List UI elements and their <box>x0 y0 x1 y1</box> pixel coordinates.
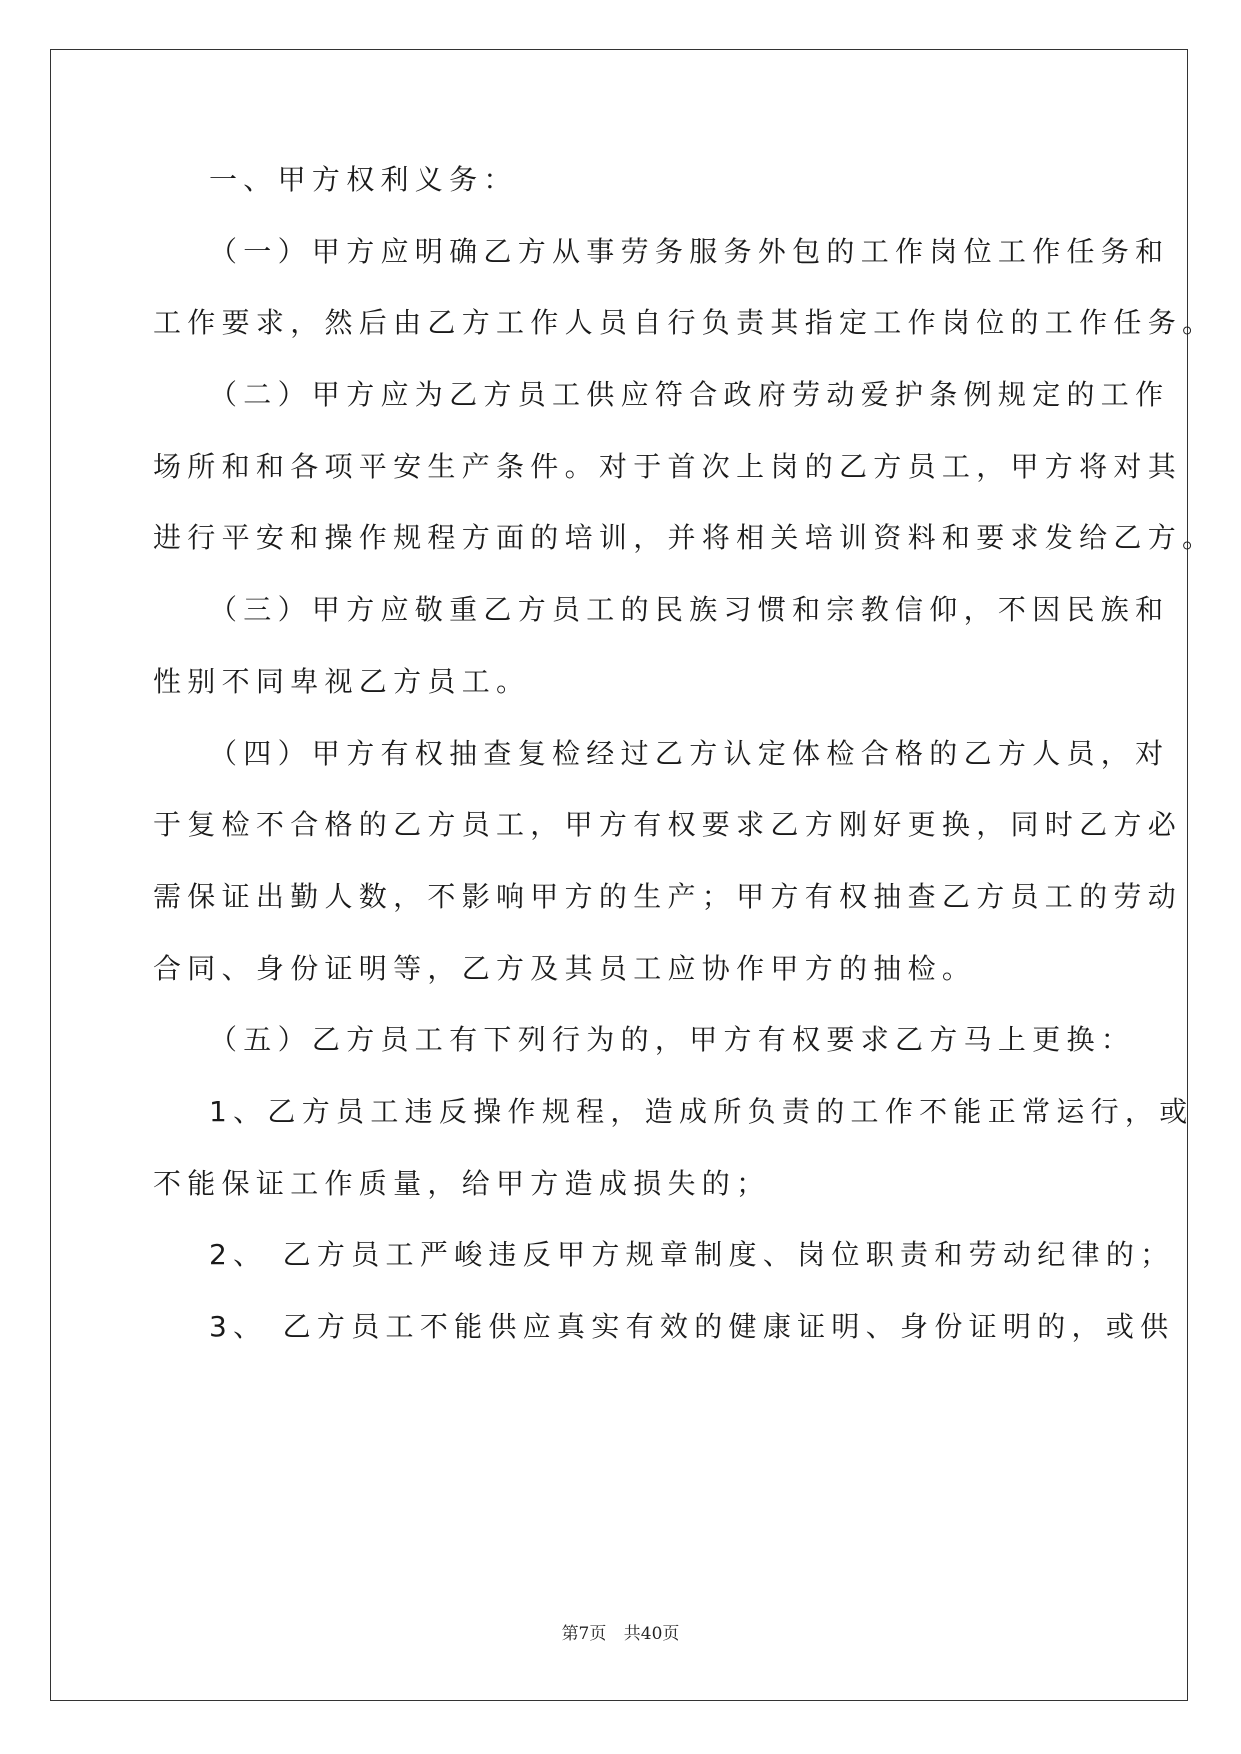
text-line: 于复检不合格的乙方员工，甲方有权要求乙方刚好更换，同时乙方必 <box>153 808 1183 841</box>
page-footer <box>0 1619 1241 1644</box>
page-total: 共40页 <box>623 1624 680 1644</box>
text-line: （一）甲方应明确乙方从事劳务服务外包的工作岗位工作任务和 <box>209 235 1170 268</box>
text-line: （三）甲方应敬重乙方员工的民族习惯和宗教信仰，不因民族和 <box>209 593 1170 626</box>
text-line: （二）甲方应为乙方员工供应符合政府劳动爱护条例规定的工作 <box>209 378 1170 411</box>
text-line: （四）甲方有权抽查复检经过乙方认定体检合格的乙方人员，对 <box>209 737 1170 770</box>
text-line: 不能保证工作质量，给甲方造成损失的； <box>153 1167 771 1200</box>
text-line: （五）乙方员工有下列行为的，甲方有权要求乙方马上更换： <box>209 1023 1136 1056</box>
text-line: 合同、身份证明等，乙方及其员工应协作甲方的抽检。 <box>153 952 977 985</box>
text-line: 进行平安和操作规程方面的培训，并将相关培训资料和要求发给乙方。 <box>153 521 1217 554</box>
text-line: 1、乙方员工违反操作规程，造成所负责的工作不能正常运行，或 <box>209 1095 1194 1128</box>
text-line: 需保证出勤人数，不影响甲方的生产；甲方有权抽查乙方员工的劳动 <box>153 880 1183 913</box>
text-line: 一、甲方权利义务： <box>209 163 518 196</box>
text-line: 场所和和各项平安生产条件。对于首次上岗的乙方员工，甲方将对其 <box>153 450 1183 483</box>
text-line: 性别不同卑视乙方员工。 <box>153 665 531 698</box>
page-border <box>50 49 1188 1701</box>
text-line: 3、 乙方员工不能供应真实有效的健康证明、身份证明的，或供 <box>209 1310 1175 1343</box>
text-line: 2、 乙方员工严峻违反甲方规章制度、岗位职责和劳动纪律的； <box>209 1238 1175 1271</box>
text-line: 工作要求，然后由乙方工作人员自行负责其指定工作岗位的工作任务。 <box>153 306 1217 339</box>
page-number: 第7页 <box>561 1624 607 1644</box>
